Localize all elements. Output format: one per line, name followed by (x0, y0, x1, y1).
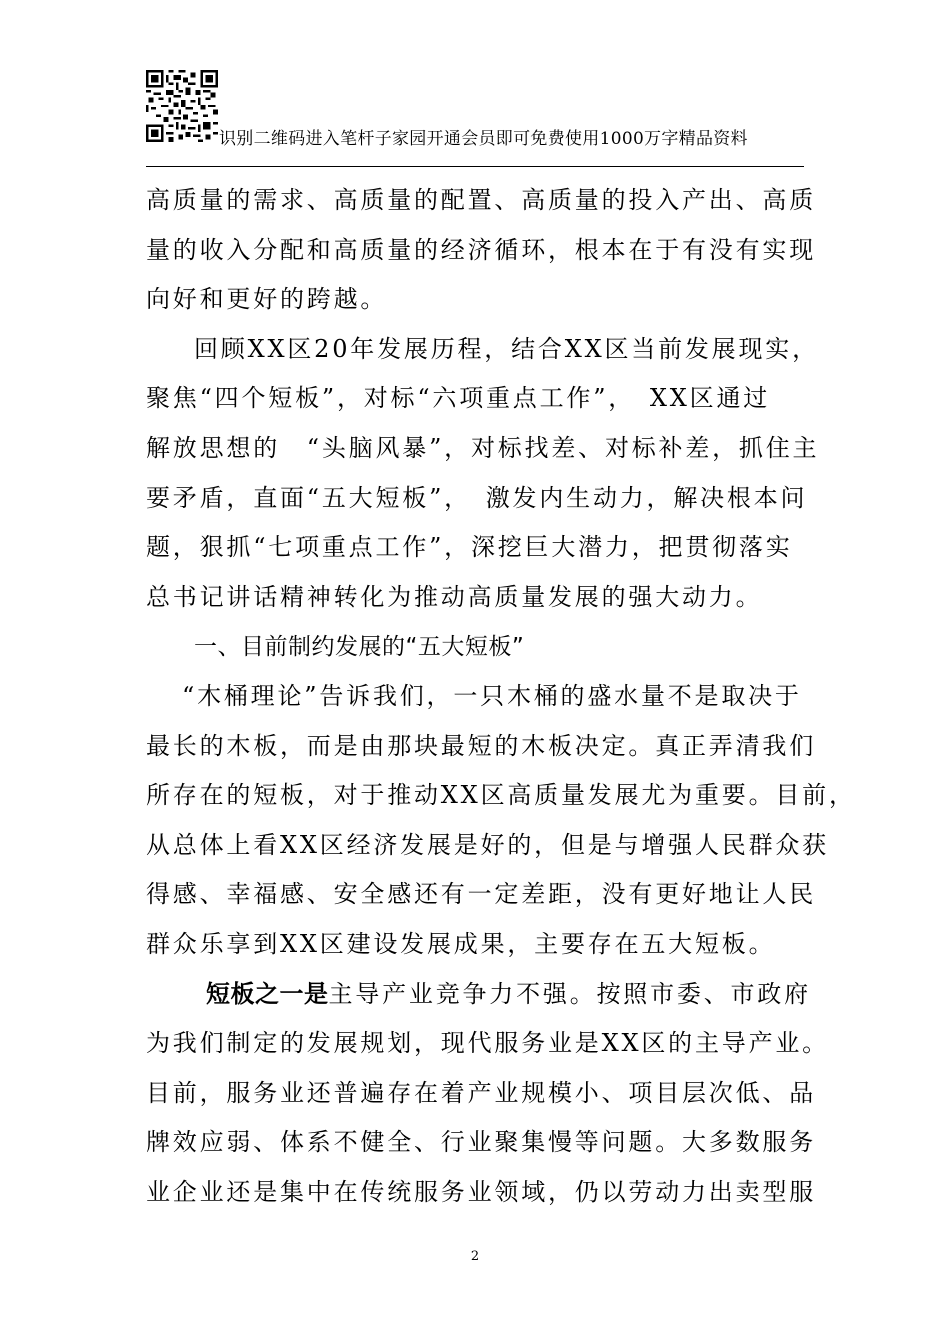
text-run: 主导产业竞争力不强。按照市委、市政府 (328, 979, 811, 1008)
text-line: 目前，服务业还普遍存在着产业规模小、项目层次低、品 (146, 1078, 816, 1107)
text-line: 得感、幸福感、安全感还有一定差距，没有更好地让人民 (146, 880, 816, 909)
page-number: 2 (470, 1249, 480, 1264)
body-text (146, 176, 856, 1217)
text-line: 解放思想的 “头脑风暴”，对标找差、对标补差，抓住主 (146, 433, 820, 462)
text-line: 最长的木板，而是由那块最短的木板决定。真正弄清我们 (146, 731, 816, 760)
text-run: “木桶理论”告诉我们，一只木桶的盛水量不是取决于 (182, 681, 802, 710)
paragraph (146, 325, 826, 623)
text-line (146, 672, 826, 722)
text-line (146, 970, 826, 1020)
text-line: 总书记讲话精神转化为推动高质量发展的强大动力。 (146, 582, 763, 611)
paragraph (146, 176, 826, 325)
paragraph (146, 672, 856, 970)
section-heading (146, 622, 826, 672)
text-line: 从总体上看XX区经济发展是好的，但是与增强人民群众获 (146, 830, 829, 859)
heading-text: 一、目前制约发展的“五大短板” (194, 634, 525, 661)
text-run: 回顾XX区20年发展历程，结合XX区当前发展现实， (194, 334, 819, 363)
text-line: 所存在的短板，对于推动XX区高质量发展尤为重要。目前， (146, 781, 856, 810)
text-line: 牌效应弱、体系不健全、行业聚集慢等问题。大多数服务 (146, 1128, 816, 1157)
text-line: 题，狠抓“七项重点工作”，深挖巨大潜力，把贯彻落实 (146, 533, 793, 562)
paragraph (146, 970, 829, 1218)
text-line: 向好和更好的跨越。 (146, 285, 388, 314)
bold-lead-text: 短板之一是 (206, 979, 329, 1008)
text-line: 量的收入分配和高质量的经济循环，根本在于有没有实现 (146, 235, 816, 264)
qr-code-icon (146, 70, 218, 142)
header-notice: 识别二维码进入笔杆子家园开通会员即可免费使用1000万字精品资料 (219, 129, 748, 149)
text-line: 聚焦“四个短板”，对标“六项重点工作”， XX区通过 (146, 384, 771, 413)
text-line: 业企业还是集中在传统服务业领域，仍以劳动力出卖型服 (146, 1177, 816, 1206)
text-line: 高质量的需求、高质量的配置、高质量的投入产出、高质 (146, 186, 816, 214)
header-divider (146, 166, 804, 167)
text-line: 群众乐享到XX区建设发展成果，主要存在五大短板。 (146, 929, 776, 958)
text-line: 要矛盾，直面“五大短板”， 激发内生动力，解决根本问 (146, 483, 808, 512)
text-line (146, 325, 826, 375)
text-line (146, 622, 826, 672)
text-line: 为我们制定的发展规划，现代服务业是XX区的主导产业。 (146, 1029, 829, 1058)
